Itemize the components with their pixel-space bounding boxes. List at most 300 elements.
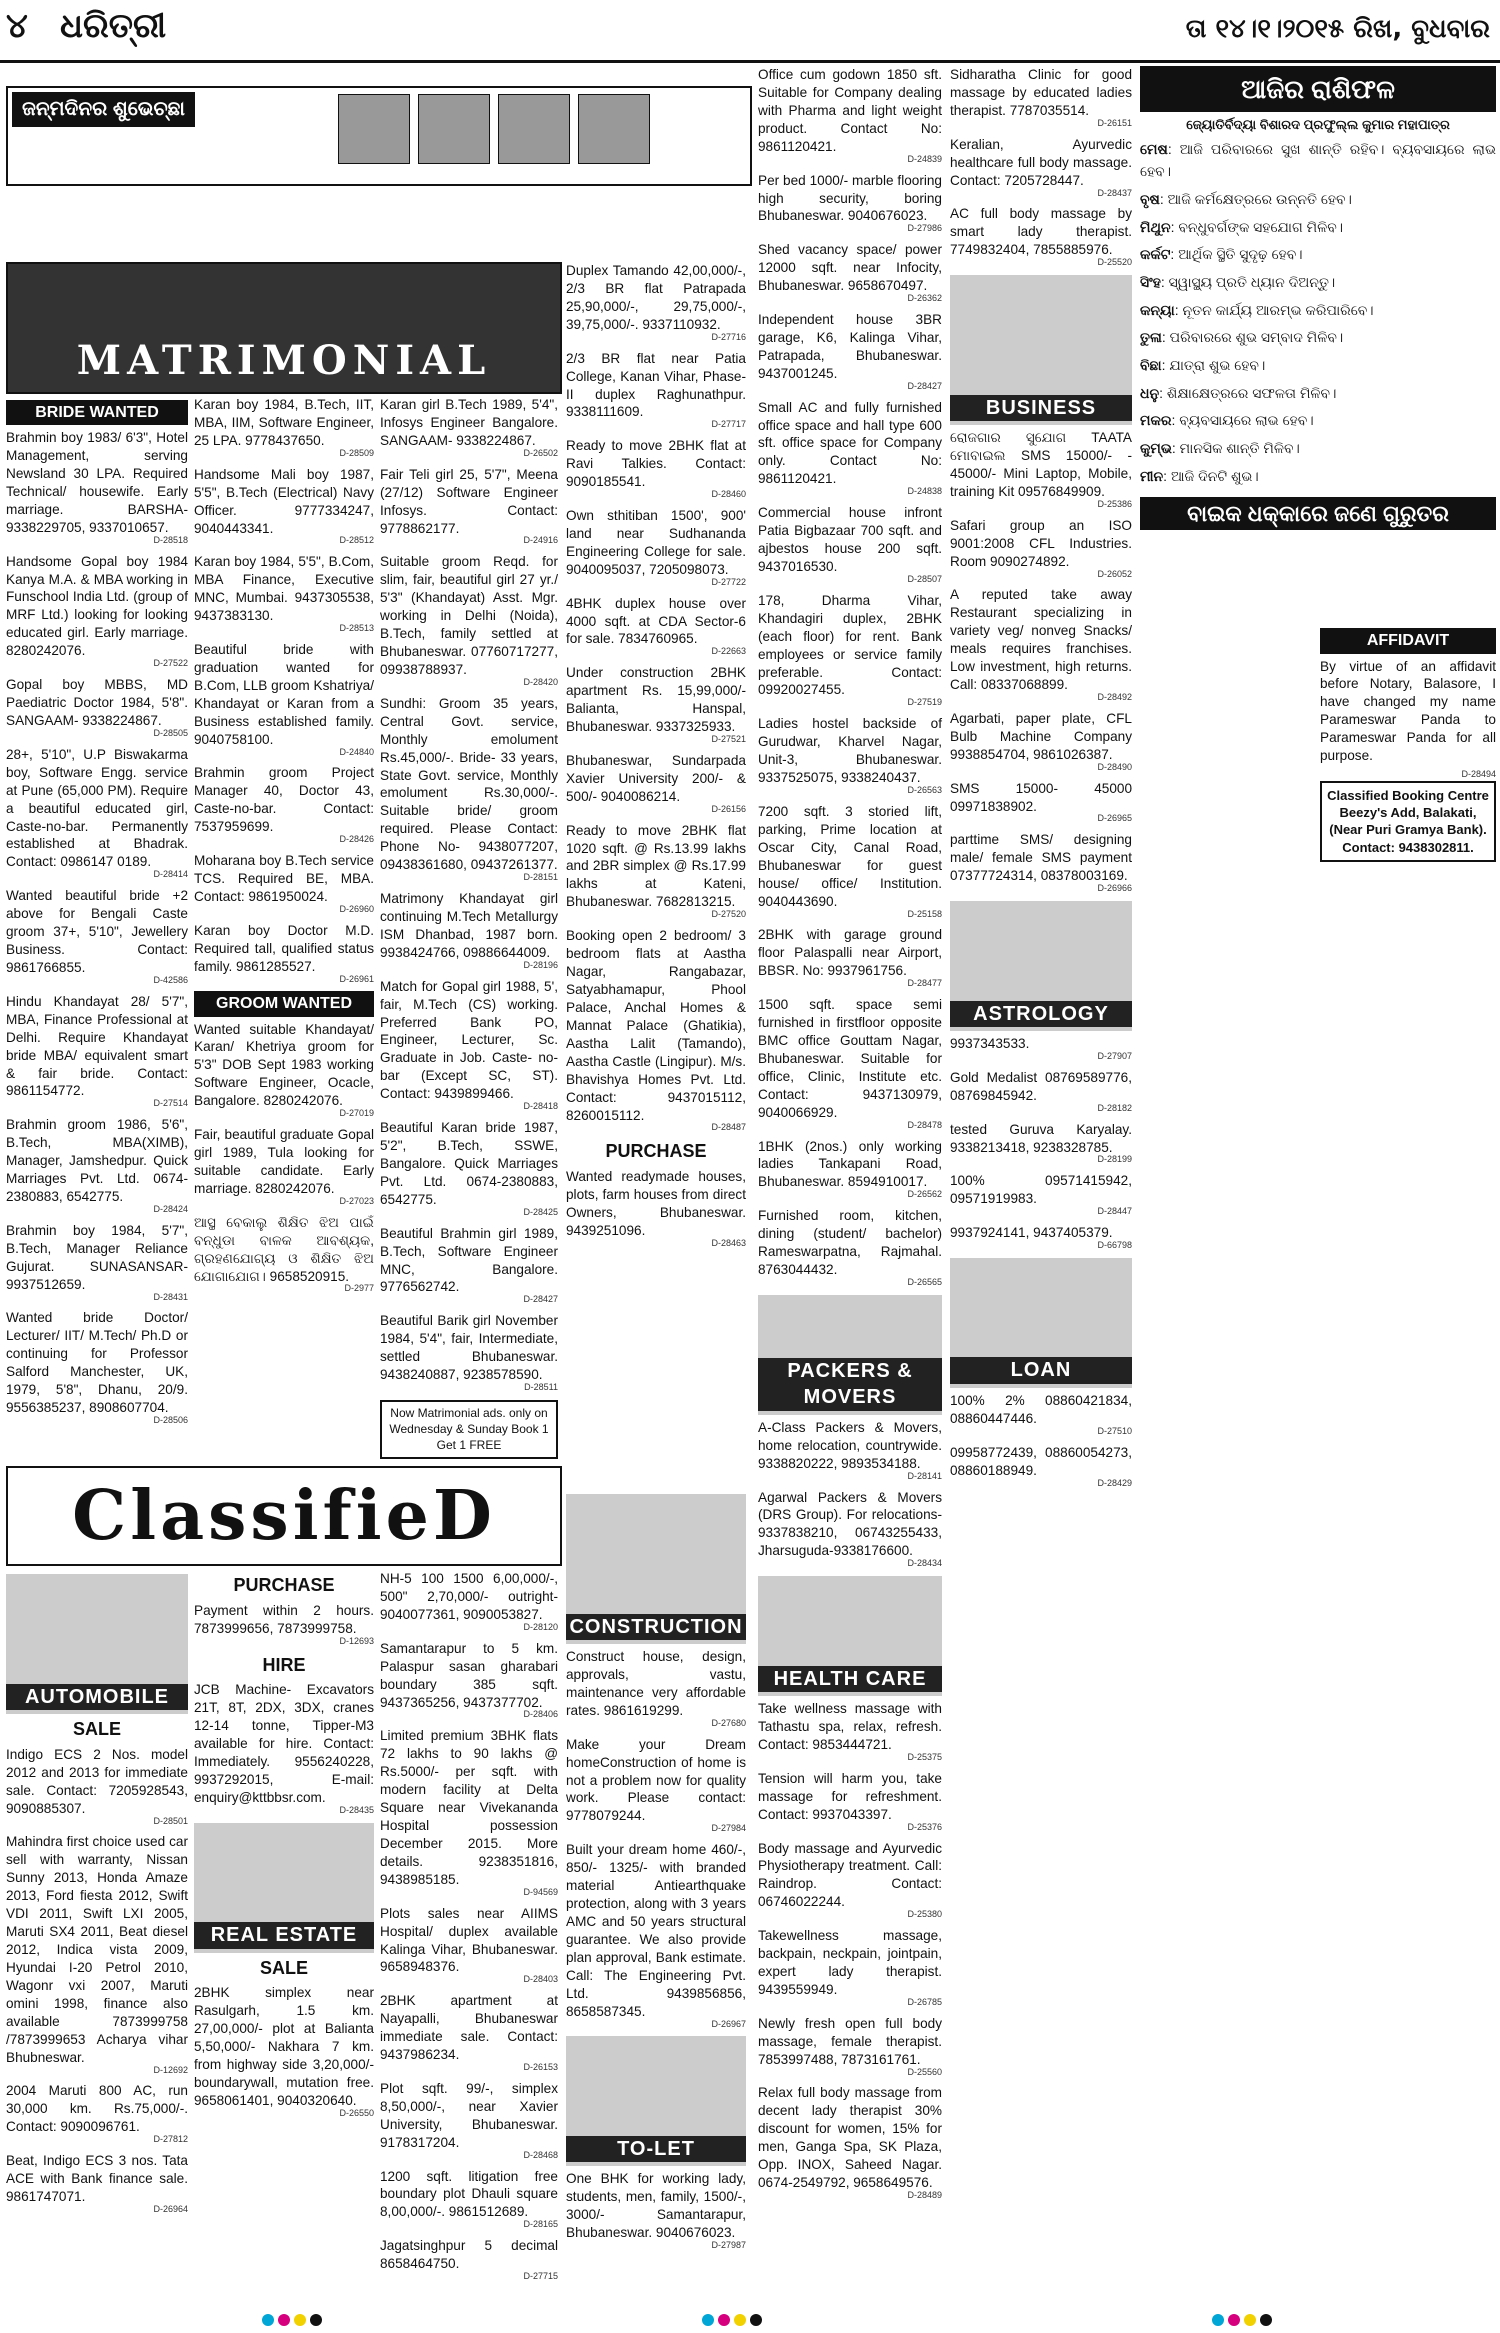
ad-code: D-27812 xyxy=(153,2134,188,2145)
automobile-label: AUTOMOBILE xyxy=(6,1684,188,1710)
birthday-title: ଜନ୍ମଦିନର ଶୁଭେଚ୍ଛା xyxy=(12,92,195,127)
ad-text: Gopal boy MBBS, MD Paediatric Doctor 1984, 5'8". SANGAAM- 9338224867. xyxy=(6,677,188,728)
rashi-entry: କର୍କଟ: ଆର୍ଥିକ ସ୍ଥିତି ସୁଦୃଢ଼ ହେବ। xyxy=(1140,246,1303,263)
classified-ad xyxy=(758,1419,942,1483)
ad-text: Karan boy 1984, B.Tech, IIT, MBA, IIM, Software Engineer, 25 LPA. 9778437650. xyxy=(194,397,374,448)
ad-text: Booking open 2 bedroom/ 3 bedroom flats at Aastha Nagar, Rangabazar, Satyabhamapur, Phool Palace, Anchal Homes & Mannat Palace (Ghatikia), Aastha Lalit (Tamando), Aastha Castle (Lingipur). M/s. Bhavishya Homes Pvt. Ltd. Contact: 9437015112, 8260015112. xyxy=(566,928,746,1123)
classified-ad xyxy=(6,887,188,987)
classified-ad xyxy=(566,2170,746,2252)
ad-code: D-28427 xyxy=(907,380,942,391)
ad-text: Wanted readymade houses, plots, farm houses from direct Owners, Bhubaneswar. 9439251096. xyxy=(566,1169,746,1238)
ad-code: D-28513 xyxy=(339,623,374,634)
classified-ad xyxy=(566,437,746,501)
ad-code: D-27984 xyxy=(711,1823,746,1834)
business-label: BUSINESS xyxy=(950,395,1132,421)
ad-text: Duplex Tamando 42,00,000/-, 2/3 BR flat Patrapada 25,90,000/-, 29,75,000/-, 39,75,000/-. 9337110932. xyxy=(566,263,746,332)
classified-ad xyxy=(194,1126,374,1208)
rashi-name: ତୁଳା xyxy=(1140,329,1162,346)
ad-code: D-28512 xyxy=(339,535,374,546)
ad-code: D-26550 xyxy=(339,2108,374,2118)
ad-text: Small AC and fully furnished office space and hall type 600 sft. office space for Company only. Contact No: 9861120421. xyxy=(758,399,942,487)
ad-text: Wanted bride Doctor/ Lecturer/ IIT/ M.Tech/ Ph.D or continuing for Professor Salford Manchester, UK, 1979, 5'8", Dhanu, 20/9. 9556385237, 8908607704. xyxy=(6,1310,188,1416)
classified-ad xyxy=(950,831,1132,895)
color-register-dot xyxy=(1260,2314,1272,2326)
rashi-text: ଆଜି ଦିନଟି ଶୁଭ। xyxy=(1170,467,1259,484)
ad-text: ଆସ୍ଥ ବେକାଲୁ ଶିକ୍ଷିତ ଝିଅ ପାଇଁ ବନ୍ଧୁଡା ବାଳକ ଆବଶ୍ୟକ, ଗ୍ରହଣଯୋଗ୍ୟ ଓ ଶିକ୍ଷିତ ଝିଅ ଯୋଗାଯୋଗ। 9658520915. xyxy=(194,1214,374,1284)
ad-code: D-25520 xyxy=(1097,257,1132,268)
ad-text: Beat, Indigo ECS 3 nos. Tata ACE with Bank finance sale. 9861747071. xyxy=(6,2153,188,2204)
construction-column xyxy=(566,1490,746,2258)
ad-code: D-28468 xyxy=(523,2149,558,2160)
ad-text: Brahmin groom Project Manager 40, Doctor 43, Caste-no-bar. Contact: 7537959699. xyxy=(194,765,374,835)
classified-ad xyxy=(380,1225,558,1307)
ad-code: D-28460 xyxy=(711,489,746,500)
classified-ad xyxy=(194,852,374,916)
astrology-label: ASTROLOGY xyxy=(950,1001,1132,1027)
rashi-entry: ମୀନ: ଆଜି ଦିନଟି ଶୁଭ। xyxy=(1140,467,1259,484)
ad-text: Body massage and Ayurvedic Physiotherapy treatment. Call: Raindrop. Contact: 06746022244. xyxy=(758,1840,942,1910)
ad-text: 2004 Maruti 800 AC, run 30,000 km. Rs.75,000/-. Contact: 9090096761. xyxy=(6,2083,188,2135)
rashi-entry: ବୃଷ: ଆଜି କର୍ମକ୍ଷେତ୍ରରେ ଉନ୍ନତି ହେବ। xyxy=(1140,190,1352,207)
classified-ad xyxy=(566,1841,746,2030)
tolet-image xyxy=(566,2036,746,2166)
ad-text: Brahmin boy 1983/ 6'3", Hotel Management, serving Newsland 30 LPA. Required Technical/ housewife. Early marriage. BARSHA- 9338229705, 9337010657. xyxy=(6,430,188,535)
classified-ad xyxy=(6,746,188,881)
color-register-dot xyxy=(262,2314,274,2326)
classified-ad xyxy=(566,1736,746,1836)
child-photo xyxy=(338,94,410,164)
ad-code: D-28199 xyxy=(1097,1154,1132,1165)
ad-code: D-25375 xyxy=(907,1751,942,1762)
color-register-dot xyxy=(702,2314,714,2326)
ad-text: 2BHK simplex near Rasulgarh, 1.5 km. 27,00,000/- plot at Balianta 5,50,000/- Nakhara 7 km. from highway side 3,20,000/- boundarywall, mutation free. 9658061401, 9040320640. xyxy=(194,1985,374,2109)
ad-code: D-28447 xyxy=(1097,1206,1132,1217)
ad-code: D-28478 xyxy=(907,1119,942,1130)
ad-code: D-66798 xyxy=(1097,1240,1132,1250)
tolet-label: TO-LET xyxy=(566,2136,746,2162)
business-image xyxy=(950,275,1132,425)
ad-code: D-28489 xyxy=(907,2190,942,2201)
health-image xyxy=(758,1576,942,1696)
rashi-text: ବନ୍ଧୁବର୍ଗଙ୍କ ସହଯୋଗ ମିଳିବ। xyxy=(1178,218,1344,235)
rashi-entry: ତୁଳା: ପରିବାରରେ ଶୁଭ ସମ୍ବାଦ ମିଳିବ। xyxy=(1140,329,1344,346)
affidavit-heading: AFFIDAVIT xyxy=(1320,628,1496,653)
classified-ad xyxy=(758,66,942,166)
classified-ad xyxy=(6,1833,188,2076)
classified-ad xyxy=(758,1770,942,1834)
classified-ad xyxy=(758,592,942,710)
ad-code: D-27521 xyxy=(711,734,746,744)
classified-ad xyxy=(566,1648,746,1730)
ad-code: D-26502 xyxy=(523,447,558,458)
ad-text: 09958772439, 08860054273, 08860188949. xyxy=(950,1444,1132,1478)
ad-text: Agarbati, paper plate, CFL Bulb Machine Company 9938854704, 9861026387. xyxy=(950,710,1132,762)
ad-code: D-28435 xyxy=(339,1804,374,1815)
classified-ad xyxy=(758,996,942,1131)
classified-ad xyxy=(758,2015,942,2079)
ad-code: D-28506 xyxy=(153,1415,188,1426)
rashi-name: କର୍କଟ xyxy=(1140,246,1171,263)
rashi-text: ଯାତ୍ରା ଶୁଭ ହେବ। xyxy=(1169,356,1266,373)
ad-text: Newly fresh open full body massage, female therapist. 7853997488, 7873161761. xyxy=(758,2015,942,2067)
classified-ad xyxy=(380,2080,558,2162)
classified-ad xyxy=(380,890,558,972)
ad-text: Brahmin boy 1984, 5'7", B.Tech, Manager Reliance Gujurat. SUNASANSAR- 9937512659. xyxy=(6,1222,188,1292)
ad-code: D-28151 xyxy=(523,872,558,883)
ad-code: D-94569 xyxy=(523,1886,558,1897)
ad-code: D-12693 xyxy=(339,1635,374,1646)
ad-text: Shed vacancy space/ power 12000 sqft. near Infocity, Bhubaneswar. 9658670497. xyxy=(758,242,942,294)
ad-text: Plot sqft. 99/-, simplex 8,50,000/-, near Xavier University, Bhubaneswar. 9178317204. xyxy=(380,2080,558,2150)
ad-text: A reputed take away Restaurant specializing in variety veg/ nonveg Snacks/ meals requires franchises. Low investment, high returns. Call: 08337068899. xyxy=(950,587,1132,693)
rashi-entry: ସିଂହ: ସ୍ୱାସ୍ଥ୍ୟ ପ୍ରତି ଧ୍ୟାନ ଦିଅନ୍ତୁ। xyxy=(1140,273,1336,290)
classified-ad xyxy=(6,1309,188,1427)
ad-code: D-42586 xyxy=(153,974,188,985)
classified-ad xyxy=(950,780,1132,826)
ad-text: Limited premium 3BHK flats 72 lakhs to 90 lakhs @ Rs.5000/- per sqft. with modern facility at Delta Square near Vivekananda Hospital possession December 2015. More details. 9238351816, 9438985185. xyxy=(380,1728,558,1887)
child-photo xyxy=(498,94,570,164)
ad-code: D-25376 xyxy=(907,1821,942,1832)
classified-ad xyxy=(380,2237,558,2283)
column-3 xyxy=(380,396,558,1465)
rashi-text: ଆଜି କର୍ମକ୍ଷେତ୍ରରେ ଉନ୍ନତି ହେବ। xyxy=(1167,190,1352,207)
classified-ad xyxy=(566,595,746,659)
ad-code: D-25560 xyxy=(907,2066,942,2077)
child-photo xyxy=(418,94,490,164)
classified-ad xyxy=(758,803,942,921)
classified-ad xyxy=(950,205,1132,269)
section-heading: HIRE xyxy=(262,1654,306,1675)
ad-text: Construct house, design, approvals, vastu, maintenance very affordable rates. 9861619299. xyxy=(566,1649,746,1718)
rashi-name: ମେଷ xyxy=(1140,141,1168,158)
ad-code: D-27514 xyxy=(153,1098,188,1109)
ad-text: Wanted suitable Khandayat/ Karan/ Khetriya groom for 5'3" DOB Sept 1983 working Software Engineer, Ocacle, Bangalore. 8280242076. xyxy=(194,1021,374,1109)
color-register-dot xyxy=(310,2314,322,2326)
ad-code: D-28418 xyxy=(523,1101,558,1112)
ad-text: Per bed 1000/- marble flooring high security, boring Bhubaneswar. 9040676023. xyxy=(758,172,942,224)
ad-code: D-26362 xyxy=(907,293,942,304)
ad-code: D-28492 xyxy=(1097,692,1132,702)
classified-ad xyxy=(380,1992,558,2074)
astrology-image xyxy=(950,901,1132,1031)
purchase-hire-column xyxy=(194,1570,374,2126)
child-photo xyxy=(578,94,650,164)
classified-ad xyxy=(950,66,1132,130)
classified-ad xyxy=(194,1984,374,2119)
ad-text: 2BHK with garage ground floor Palaspalli near Airport, BBSR. No: 9937961756. xyxy=(758,927,942,979)
classified-ad xyxy=(6,429,188,547)
ad-code: D-28141 xyxy=(907,1470,942,1481)
ad-text: Moharana boy B.Tech service TCS. Required BE, MBA. Contact: 9861950024. xyxy=(194,853,374,904)
packers-image xyxy=(758,1295,942,1415)
ad-text: Under construction 2BHK apartment Rs. 15,99,000/- Balianta, Hanspal, Bhubaneswar. 9337325933. xyxy=(566,665,746,735)
realestate-label: REAL ESTATE xyxy=(194,1922,374,1948)
rashifal-title: ଆଜିର ରାଶିଫଳ xyxy=(1140,66,1496,112)
section-heading: SALE xyxy=(72,1719,121,1739)
classified-ad xyxy=(566,664,746,746)
ad-code: D-26965 xyxy=(1097,813,1132,824)
classified-ad xyxy=(194,1021,374,1121)
classified-ad xyxy=(758,1927,942,2009)
rashi-name: କୁମ୍ଭ xyxy=(1140,440,1172,457)
section-heading: BRIDE WANTED xyxy=(6,400,188,425)
section-heading: PURCHASE xyxy=(605,1141,707,1162)
ad-code: D-28494 xyxy=(1461,769,1496,780)
classified-ad xyxy=(758,399,942,499)
ad-code: D-26151 xyxy=(1097,117,1132,128)
ad-text: Indigo ECS 2 Nos. model 2012 and 2013 for immediate sale. Contact: 7205928543, 9090885307. xyxy=(6,1746,188,1816)
matrimonial-note: Now Matrimonial ads. only on Wednesday & Sunday Book 1 Get 1 FREE xyxy=(380,1400,558,1459)
ad-text: Hindu Khandayat 28/ 5'7", MBA, Finance Professional at Delhi. Require Khandayat bride MBA/ equivalent smart & fair bride. Contact: 9861154772. xyxy=(6,993,188,1099)
ad-text: A-Class Packers & Movers, home relocation, countrywide. 9338820222, 9893534188. xyxy=(758,1419,942,1471)
ad-code: D-28509 xyxy=(339,447,374,458)
ad-text: Tension will harm you, take massage for refreshment. Contact: 9937043397. xyxy=(758,1770,942,1822)
ad-code: D-27519 xyxy=(907,697,942,708)
rashi-entry: ଧନୁ: ଶିକ୍ଷାକ୍ଷେତ୍ରରେ ସଫଳତା ମିଳିବ। xyxy=(1140,384,1337,401)
color-register-dot xyxy=(1212,2314,1224,2326)
ad-text: Furnished room, kitchen, dining (student/ bachelor) Rameswarpatna, Rajmahal. 8763044432. xyxy=(758,1208,942,1277)
ad-text: Suitable groom Reqd. for slim, fair, beautiful girl 27 yr./ 5'3" (Khandayat) Asst. Mgr. working in Delhi (Noida), B.Tech, family settled at Bhubaneswar. 07760717277, 09938788937. xyxy=(380,554,558,677)
ad-text: Ladies hostel backside of Gurudwar, Kharvel Nagar, Unit-3, Bhubaneswar. 9337525075, 9338240437. xyxy=(758,716,942,786)
ad-code: D-26967 xyxy=(711,2018,746,2029)
page-date: ତା ୧୪।୧।୨୦୧୫ ରିଖ, ବୁଧବାର xyxy=(1185,14,1490,44)
ad-text: Wanted beautiful bride +2 above for Bengali Caste groom 37+, 5'10", Jewellery Business. Contact: 9861766855. xyxy=(6,888,188,975)
ad-text: One BHK for working lady, students, men, family, 1500/-, 3000/- Samantarapur, Bhubaneswar. 9040676023. xyxy=(566,2171,746,2241)
classified-ad xyxy=(950,1035,1132,1063)
ad-text: 7200 sqft. 3 storied lift, parking, Prime location at Oscar City, Canal Road, Bhubaneswar for guest house/ office/ Institution. 9040443690. xyxy=(758,803,942,909)
ad-code: D-2977 xyxy=(344,1283,374,1294)
classified-ad xyxy=(380,1312,558,1394)
ad-text: NH-5 100 1500 6,00,000/-, 500" 2,70,000/- outright- 9040077361, 9090053827. xyxy=(380,1571,558,1622)
classified-ad xyxy=(6,553,188,671)
ad-code: D-27722 xyxy=(711,576,746,587)
color-register-dot xyxy=(750,2314,762,2326)
loan-image xyxy=(950,1258,1132,1388)
column-6 xyxy=(950,66,1132,1495)
ad-code: D-28501 xyxy=(153,1815,188,1826)
ad-text: Payment within 2 hours. 7873999656, 7873999758. xyxy=(194,1602,374,1636)
section-heading: GROOM WANTED xyxy=(194,991,374,1016)
ad-code: D-28437 xyxy=(1097,187,1132,198)
classified-ad xyxy=(758,504,942,586)
classified-ad xyxy=(758,1840,942,1922)
rashi-entry: ମିଥୁନ: ବନ୍ଧୁବର୍ଗଙ୍କ ସହଯୋଗ ମିଳିବ। xyxy=(1140,218,1344,235)
ad-text: Sundhi: Groom 35 years, Central Govt. service, Monthly emolument Rs.45,000/-. Bride- 33 years, State Govt. service, Monthly emolument Rs.30,000/-. Suitable bride/ groom required. Please Contact: Phone No- 9438077207, 09438361680, 09437261377. xyxy=(380,695,558,873)
rashi-name: ମିଥୁନ xyxy=(1140,218,1171,235)
ad-code: D-28505 xyxy=(153,727,188,738)
classified-ad xyxy=(950,1121,1132,1167)
classified-ad xyxy=(380,2168,558,2232)
ad-code: D-22663 xyxy=(711,646,746,657)
affidavit-text: By virtue of an affidavit before Notary, Balasore, I have changed my name Parameswar Panda to Parameswar Panda for all purpose. xyxy=(1320,658,1496,764)
classified-ad xyxy=(194,466,374,548)
classified-ad xyxy=(194,641,374,759)
ad-code: D-28477 xyxy=(907,978,942,989)
classified-title: ClassifieD xyxy=(72,1476,496,1556)
classified-ad xyxy=(566,927,746,1134)
classified-ad xyxy=(194,764,374,846)
classified-ad xyxy=(950,517,1132,581)
rashifal-box xyxy=(1140,66,1496,924)
ad-text: Plots sales near AIIMS Hospital/ duplex available Kalinga Vihar, Bhubaneswar. 9658948376. xyxy=(380,1905,558,1975)
column-2 xyxy=(194,396,374,1301)
classified-ad xyxy=(380,978,558,1113)
ad-code: D-25158 xyxy=(907,908,942,919)
ad-code: D-28414 xyxy=(153,869,188,880)
ad-text: Takewellness massage, backpain, neckpain, jointpain, expert lady therapist. 9439559949. xyxy=(758,1928,942,1997)
ad-code: D-27522 xyxy=(153,658,188,669)
rashi-name: ବିଛା xyxy=(1140,356,1162,373)
ad-code: D-28487 xyxy=(711,1122,746,1133)
column-4 xyxy=(566,262,746,1256)
ad-text: AC full body massage by smart lady therapist. 7749832404, 7855885976. xyxy=(950,206,1132,258)
classified-ad xyxy=(6,2082,188,2146)
ad-text: Own sthitiban 1500', 900' land near Sudhananda Engineering College for sale. 9040095037, 7205098073. xyxy=(566,507,746,577)
ad-text: JCB Machine- Excavators 21T, 8T, 2DX, 3DX, cranes 12-14 tonne, Tipper-M3 available for hire. Contact: Immediately. 9556240228, 9937292015, E-mail: enquiry@kttbbsr.com. xyxy=(194,1682,374,1805)
ad-code: D-28426 xyxy=(339,834,374,845)
matrimonial-title: MATRIMONIAL xyxy=(76,337,492,384)
rashi-name: ଧନୁ xyxy=(1140,384,1160,401)
ad-text: 1200 sqft. litigation free boundary plot Dhauli square 8,00,000/-. 9861512689. xyxy=(380,2168,558,2220)
property-column xyxy=(380,1570,558,2289)
rashi-name: ମୀନ xyxy=(1140,467,1164,484)
ad-text: Karan boy 1984, 5'5", B.Com, MBA Finance, Executive MNC, Mumbai. 9437305538, 9437383130. xyxy=(194,554,374,624)
rashi-entry: ମକର: ବ୍ୟବସାୟରେ ଲାଭ ହେବ। xyxy=(1140,412,1314,429)
classified-ad xyxy=(950,1172,1132,1218)
classified-ad xyxy=(6,1222,188,1304)
ad-code: D-26153 xyxy=(523,2062,558,2072)
classified-ad xyxy=(950,586,1132,704)
ad-code: D-24838 xyxy=(907,486,942,497)
classified-ad xyxy=(950,429,1132,511)
ad-text: Handsome Gopal boy 1984 Kanya M.A. & MBA working in Funschool India Ltd. (group of MRF Ltd.) looking for looking educated girl. Early marriage. 8280242076. xyxy=(6,553,188,659)
ad-text: 9937343533. xyxy=(950,1036,1030,1051)
ad-text: Keralian, Ayurvedic healthcare full body massage. Contact: 7205728447. xyxy=(950,136,1132,188)
classified-ad xyxy=(6,1746,188,1828)
rashi-entry: କୁମ୍ଭ: ମାନସିକ ଶାନ୍ତି ମିଳିବ। xyxy=(1140,440,1300,457)
ad-text: Relax full body massage from decent lady therapist 30% discount for women, 15% for men, Ganga Spa, SK Plaza, Opp. INOX, Saheed Nagar. 0674-2549792, 9658649576. xyxy=(758,2085,942,2191)
ad-text: Beautiful Barik girl November 1984, 5'4", fair, Intermediate, settled Bhubaneswar. 9438240887, 9238578590. xyxy=(380,1313,558,1383)
classified-ad xyxy=(194,1681,374,1816)
ad-code: D-26961 xyxy=(339,973,374,984)
ad-text: 2/3 BR flat near Patia College, Kanan Vihar, Phase-II duplex Raghunathpur. 9338111609. xyxy=(566,350,746,420)
ad-code: D-26565 xyxy=(907,1276,942,1287)
ad-code: D-27907 xyxy=(1097,1050,1132,1061)
ad-code: D-26563 xyxy=(907,785,942,795)
ad-code: D-28507 xyxy=(907,573,942,584)
section-heading: PURCHASE xyxy=(233,1575,335,1595)
classified-ad xyxy=(758,715,942,797)
color-register-dot xyxy=(734,2314,746,2326)
loan-label: LOAN xyxy=(950,1357,1132,1383)
classified-ad xyxy=(566,1168,746,1250)
ad-code: D-26562 xyxy=(907,1189,942,1200)
classified-ad xyxy=(566,752,746,816)
classified-ad xyxy=(6,676,188,740)
construction-image xyxy=(566,1494,746,1644)
classified-ad xyxy=(950,1444,1132,1490)
classified-ad xyxy=(758,311,942,393)
ad-text: Take wellness massage with Tathastu spa, relax, refresh. Contact: 9853444721. xyxy=(758,1701,942,1752)
ad-code: D-28165 xyxy=(523,2219,558,2230)
classified-ad xyxy=(950,1392,1132,1438)
ad-code: D-28490 xyxy=(1097,761,1132,772)
ad-text: Jagatsinghpur 5 decimal 8658464750. xyxy=(380,2238,558,2272)
ad-code: D-27510 xyxy=(1097,1425,1132,1436)
classified-ad xyxy=(566,507,746,589)
birthday-banner xyxy=(6,86,752,186)
rashi-text: ଶିକ୍ଷାକ୍ଷେତ୍ରରେ ସଫଳତା ମିଳିବ। xyxy=(1166,384,1337,401)
ad-text: tested Guruva Karyalay. 9338213418, 9238328785. xyxy=(950,1121,1132,1155)
rashi-text: ସ୍ୱାସ୍ଥ୍ୟ ପ୍ରତି ଧ୍ୟାନ ଦିଅନ୍ତୁ। xyxy=(1168,273,1336,290)
color-register-dot xyxy=(718,2314,730,2326)
ad-text: Karan girl B.Tech 1989, 5'4", Infosys Engineer Bangalore. SANGAAM- 9338224867. xyxy=(380,397,558,448)
classified-ad xyxy=(380,1119,558,1219)
ad-code: D-28403 xyxy=(523,1974,558,1985)
ad-text: Sidharatha Clinic for good massage by educated ladies therapist. 7787035514. xyxy=(950,67,1132,118)
ad-text: ରୋଜଗାର ସୁଯୋଗ TAATA ମୋବାଇଲ SMS 15000/- - 45000/- Mini Laptop, Mobile, training Kit 09576849909. xyxy=(950,430,1132,499)
ad-text: 1BHK (2nos.) only working ladies Tankapani Road, Bhubaneswar. 8594910017. xyxy=(758,1138,942,1190)
ad-text: Samantarapur to 5 km. Palaspur sasan gharabari boundary 385 sqft. 9437365256, 9437377702. xyxy=(380,1640,558,1710)
ad-text: Make your Dream homeConstruction of home is not a problem now for quality work. Please contact: 9778079244. xyxy=(566,1736,746,1824)
ad-text: Ready to move 2BHK flat 1020 sqft. @ Rs.13.99 lakhs and 2BR simplex @ Rs.17.99 lakhs at Kateni, Bhubaneswar. 7682813215. xyxy=(566,822,746,910)
ad-text: SMS 15000- 45000 09971838902. xyxy=(950,780,1132,814)
ad-code: D-27019 xyxy=(339,1108,374,1119)
classified-ad xyxy=(758,2084,942,2202)
ad-text: Ready to move 2BHK flat at Ravi Talkies. Contact: 9090185541. xyxy=(566,438,746,490)
packers-label: PACKERS & MOVERS xyxy=(758,1358,942,1411)
ad-code: D-24839 xyxy=(907,153,942,164)
classified-ad xyxy=(194,922,374,986)
classified-ad xyxy=(758,926,942,990)
classified-ad xyxy=(380,1570,558,1634)
ad-text: Brahmin groom 1986, 5'6", B.Tech, MBA(XIMB), Manager, Jamshedpur. Quick Marriages Pvt. Ltd. 0674-2380883, 6542775. xyxy=(6,1117,188,1205)
column-bride-wanted xyxy=(6,396,188,1433)
ad-code: D-25380 xyxy=(907,1909,942,1920)
classified-ad xyxy=(194,1602,374,1648)
classified-ad xyxy=(950,1069,1132,1115)
classified-ad xyxy=(758,1207,942,1289)
classified-ad xyxy=(758,1700,942,1764)
classified-ad xyxy=(6,993,188,1111)
classified-ad xyxy=(380,695,558,884)
ad-code: D-28511 xyxy=(524,1382,558,1392)
classified-ad xyxy=(194,1214,374,1296)
ad-text: Independent house 3BR garage, K6, Kalinga Vihar, Patrapada, Bhubaneswar. 9437001245. xyxy=(758,311,942,381)
classified-ad xyxy=(380,466,558,548)
rashi-entry: କନ୍ୟା: ନୂତନ କାର୍ଯ୍ୟ ଆରମ୍ଭ କରିପାରିବେ। xyxy=(1140,301,1374,318)
page-number: ୪ xyxy=(6,6,28,46)
rashi-name: କନ୍ୟା xyxy=(1140,301,1175,318)
classified-ad xyxy=(6,1116,188,1216)
classified-ad xyxy=(758,1489,942,1571)
ad-text: Bhubaneswar, Sundarpada Xavier University 200/- & 500/- 9040086214. xyxy=(566,752,746,804)
ad-code: D-26785 xyxy=(907,1996,942,2007)
ad-text: 100% 2% 08860421834, 08860447446. xyxy=(950,1392,1132,1426)
ad-code: D-28182 xyxy=(1097,1102,1132,1113)
ad-text: 178, Dharma Vihar, Khandagiri duplex, 2BHK (each floor) for rent. Bank employees or service family preferable. Contact: 09920027455. xyxy=(758,592,942,698)
color-register-dot xyxy=(1228,2314,1240,2326)
health-label: HEALTH CARE xyxy=(758,1666,942,1692)
classified-ad xyxy=(758,241,942,305)
ad-text: Commercial house infront Patia Bigbazaar 700 sqft. and ajbestos house 200 sqft. 9437016530. xyxy=(758,505,942,574)
rashi-name: ବୃଷ xyxy=(1140,190,1160,207)
ad-code: D-27715 xyxy=(523,2271,558,2282)
ad-text: 1500 sqft. space semi furnished in firstfloor opposite BMC office Gouttam Nagar, Bhubaneswar. Suitable for office, Clinic, Institute etc. Contact: 9437130979, 9040066929. xyxy=(758,997,942,1120)
section-heading: SALE xyxy=(259,1957,308,1978)
classified-ad xyxy=(950,136,1132,200)
ad-code: D-27716 xyxy=(711,331,746,342)
